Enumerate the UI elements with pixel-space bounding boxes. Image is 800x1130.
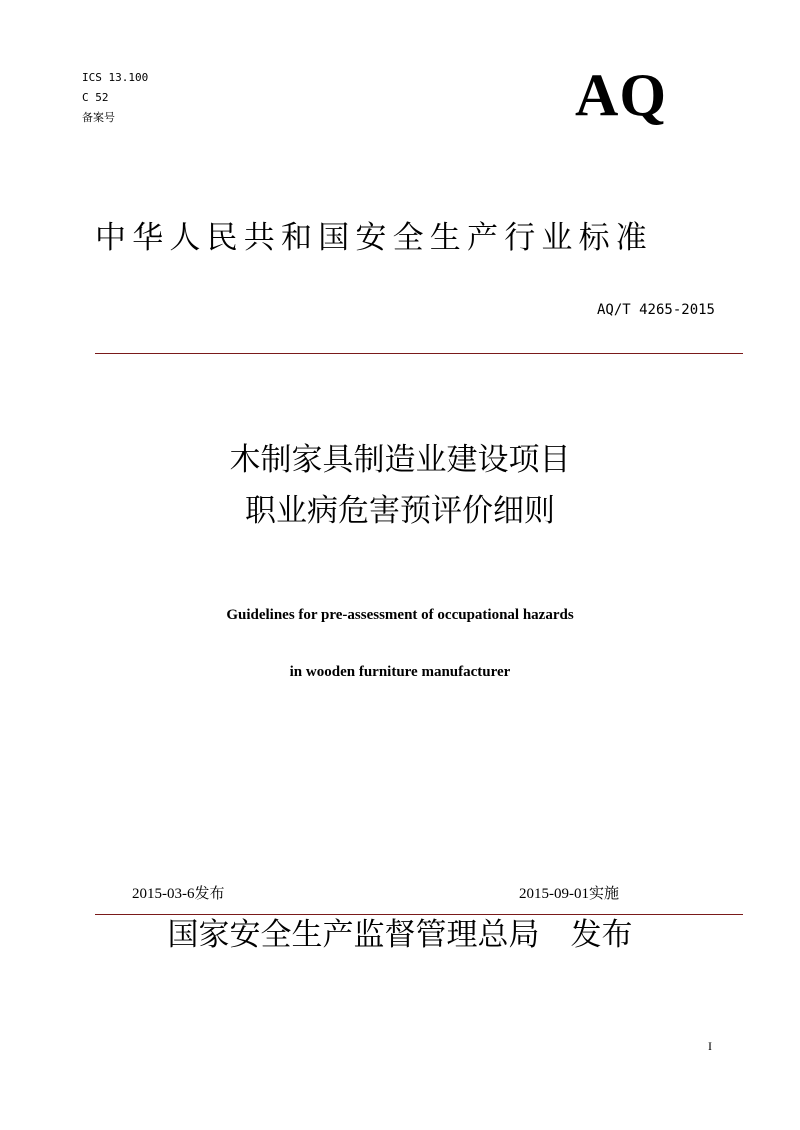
publisher: 国家安全生产监督管理总局 发布 bbox=[167, 917, 633, 953]
english-title-line-1: Guidelines for pre-assessment of occupational hazards bbox=[226, 607, 574, 623]
document-title-line-1: 木制家具制造业建设项目 bbox=[229, 442, 571, 478]
page-number: I bbox=[708, 1039, 712, 1053]
ics-code: ICS 13.100 bbox=[82, 71, 149, 84]
top-divider bbox=[95, 353, 743, 354]
document-title-line-2: 职业病危害预评价细则 bbox=[245, 493, 555, 529]
english-title-line-2: in wooden furniture manufacturer bbox=[289, 664, 511, 680]
implementation-date: 2015-09-01实施 bbox=[519, 886, 619, 902]
aq-logo: AQ bbox=[575, 62, 667, 128]
issue-date: 2015-03-6发布 bbox=[132, 886, 225, 902]
standard-title: 中华人民共和国安全生产行业标准 bbox=[95, 220, 653, 256]
ccs-code: C 52 bbox=[82, 91, 109, 104]
standard-number: AQ/T 4265-2015 bbox=[596, 302, 715, 318]
filing-number-label: 备案号 bbox=[82, 111, 115, 124]
